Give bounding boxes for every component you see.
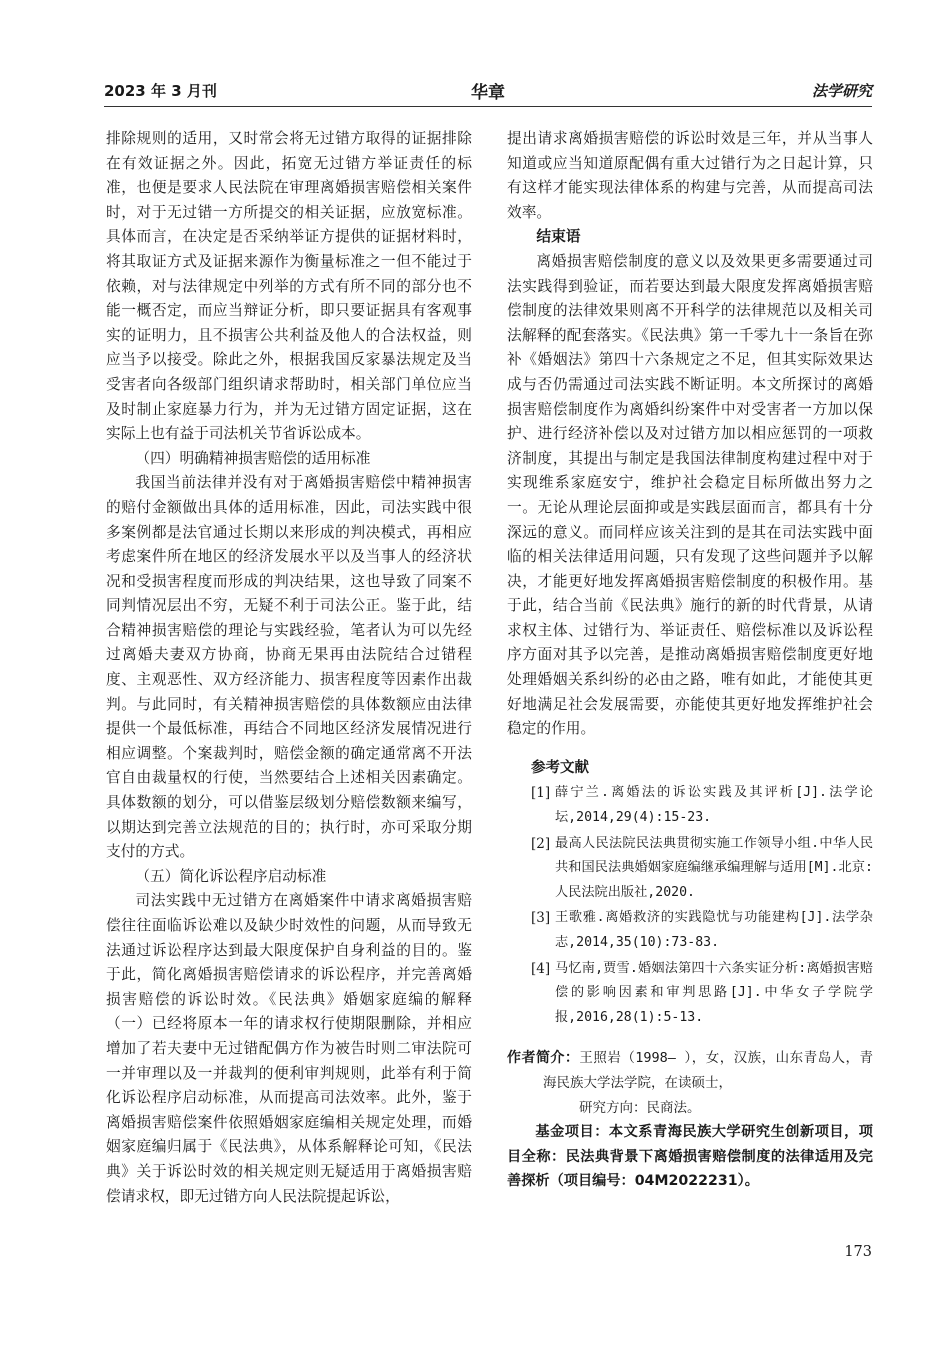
conclusion-title: 结束语	[536, 228, 581, 246]
author-label: 作者简介：	[507, 1050, 580, 1067]
reference-text: 最高人民法院民法典贯彻实施工作领导小组.中华人民共和国民法典婚姻家庭编继承编理解与适用[M].北京:人民法院出版社,2020.	[555, 835, 873, 900]
paragraph-conclusion: 离婚损害赔偿制度的意义以及效果更多需要通过司法实践得到验证，而若要达到最大限度发挥离婚损害赔偿制度的法律效果则离不开科学的法律规范以及相关司法解释的配套落实。《民法典》第一千零九十一条旨在弥补《婚姻法》第四十六条规定之不足，但其实际效果达成与否仍需通过司法实践不断证明。本文所探讨的离婚损害赔偿制度作为离婚纠纷案件中对受害者一方加以保护、进行经济补偿以及对过错方加以相应惩罚的一项救济制度，其提出与制定是我国法律制度构建过程中对于实现维系家庭安宁，维护社会稳定目标所做出努力之一。无论从理论层面抑或是实践层面而言，都具有十分深远的意义。而同样应该关注到的是其在司法实践中面临的相关法律适用问题，只有发现了这些问题并予以解决，才能更好地发挥离婚损害赔偿制度的积极作用。基于此，结合当前《民法典》施行的新的时代背景，从请求权主体、过错行为、举证责任、赔偿标准以及诉讼程序方面对其予以完善，是推动离婚损害赔偿制度更好地处理婚姻关系纠纷的必由之路，唯有如此，才能使其更好地满足社会发展需要，亦能使其更好地发挥维护社会稳定的作用。	[507, 252, 873, 738]
reference-item	[507, 832, 873, 906]
reference-number: [1]	[531, 785, 551, 802]
page-number: 173	[844, 1244, 872, 1260]
right-column	[507, 127, 873, 1194]
paragraph-evidence: 排除规则的适用，又时常会将无过错方取得的证据排除在有效证据之外。因此，拓宽无过错方举证责任的标准，也便是要求人民法院在审理离婚损害赔偿相关案件时，对于无过错一方所提交的相关证据，应放宽标准。具体而言，在决定是否采纳举证方提供的证据材料时，将其取证方式及证据来源作为衡量标准之一但不能过于依赖，对与法律规定中列举的方式有所不同的部分也不能一概否定，而应当辩证分析，即只要证据具有客观事实的证明力，且不损害公共利益及他人的合法权益，则应当予以接受。除此之外，根据我国反家暴法规定及当受害者向各级部门组织请求帮助时，相关部门单位应当及时制止家庭暴力行为，并为无过错方固定证据，这在实际上也有益于司法机关节省诉讼成本。	[106, 130, 472, 443]
section-name: 法学研究	[811, 82, 872, 100]
reference-text: 薛宁兰.离婚法的诉讼实践及其评析[J].法学论坛,2014,29(4):15-23.	[555, 785, 873, 826]
author-research: 研究方向：民商法。	[579, 1099, 701, 1116]
reference-number: [4]	[531, 960, 551, 977]
issue-date: 2023 年 3 月刊	[104, 82, 217, 100]
paragraph-continued: 提出请求离婚损害赔偿的诉讼时效是三年，并从当事人知道或应当知道原配偶有重大过错行为之日起计算，只有这样才能实现法律体系的构建与完善，从而提高司法效率。	[507, 130, 873, 221]
author-info	[507, 1046, 873, 1120]
section-heading-4: （四）明确精神损害赔偿的适用标准	[135, 449, 371, 467]
reference-item	[507, 906, 873, 955]
reference-item	[507, 781, 873, 830]
reference-item	[507, 957, 873, 1031]
section-heading-5: （五）简化诉讼程序启动标准	[135, 867, 327, 885]
header-rule	[104, 106, 872, 107]
references-title: 参考文献	[531, 759, 589, 776]
reference-text: 马忆南,贾雪.婚姻法第四十六条实证分析:离婚损害赔偿的影响因素和审判思路[J].中华女子学院学报,2016,28(1):5-13.	[555, 960, 873, 1025]
journal-name: 华章	[471, 83, 505, 103]
reference-number: [2]	[531, 835, 551, 852]
author-text: 王照岩（1998— ），女，汉族，山东青岛人，青海民族大学法学院，在读硕士，	[543, 1050, 874, 1091]
reference-text: 王歌雅.离婚救济的实践隐忧与功能建构[J].法学杂志,2014,35(10):73-83.	[555, 910, 873, 950]
fund-info: 基金项目：本文系青海民族大学研究生创新项目，项目全称：民法典背景下离婚损害赔偿制度的法律适用及完善探析（项目编号：04M2022231）。	[507, 1124, 873, 1190]
paragraph-mental-damage: 我国当前法律并没有对于离婚损害赔偿中精神损害的赔付金额做出具体的适用标准，因此，司法实践中很多案例都是法官通过长期以来形成的判决模式，再相应考虑案件所在地区的经济发展水平以及当事人的经济状况和受损害程度而形成的判决结果，这也导致了同案不同判情况层出不穷，无疑不利于司法公正。鉴于此，结合精神损害赔偿的理论与实践经验，笔者认为可以先经过离婚夫妻双方协商，协商无果再由法院结合过错程度、主观恶性、双方经济能力、损害程度等因素作出裁判。与此同时，有关精神损害赔偿的具体数额应由法律提供一个最低标准，再结合不同地区经济发展情况进行相应调整。个案裁判时，赔偿金额的确定通常离不开法官自由裁量权的行使，当然要结合上述相关因素确定。具体数额的划分，可以借鉴层级划分赔偿数额来编写，以期达到完善立法规范的目的；执行时，亦可采取分期支付的方式。	[106, 474, 472, 861]
left-column	[106, 127, 472, 1209]
reference-number: [3]	[531, 910, 551, 927]
running-header	[104, 80, 872, 104]
paragraph-procedure: 司法实践中无过错方在离婚案件中请求离婚损害赔偿往往面临诉讼难以及缺少时效性的问题，从而导致无法通过诉讼程序达到最大限度保护自身利益的目的。鉴于此，简化离婚损害赔偿请求的诉讼程序，并完善离婚损害赔偿的诉讼时效。《民法典》婚姻家庭编的解释（一）已经将原本一年的请求权行使期限删除，并相应增加了若夫妻中无过错配偶方作为被告时则二审法院可一并审理以及一并裁判的便利审判规则，此举有利于简化诉讼程序启动标准，从而提高司法效率。此外，鉴于离婚损害赔偿案件依照婚姻家庭编相关规定处理，而婚姻家庭编归属于《民法典》，从体系解释论可知，《民法典》关于诉讼时效的相关规定则无疑适用于离婚损害赔偿请求权，即无过错方向人民法院提起诉讼，	[106, 892, 472, 1205]
